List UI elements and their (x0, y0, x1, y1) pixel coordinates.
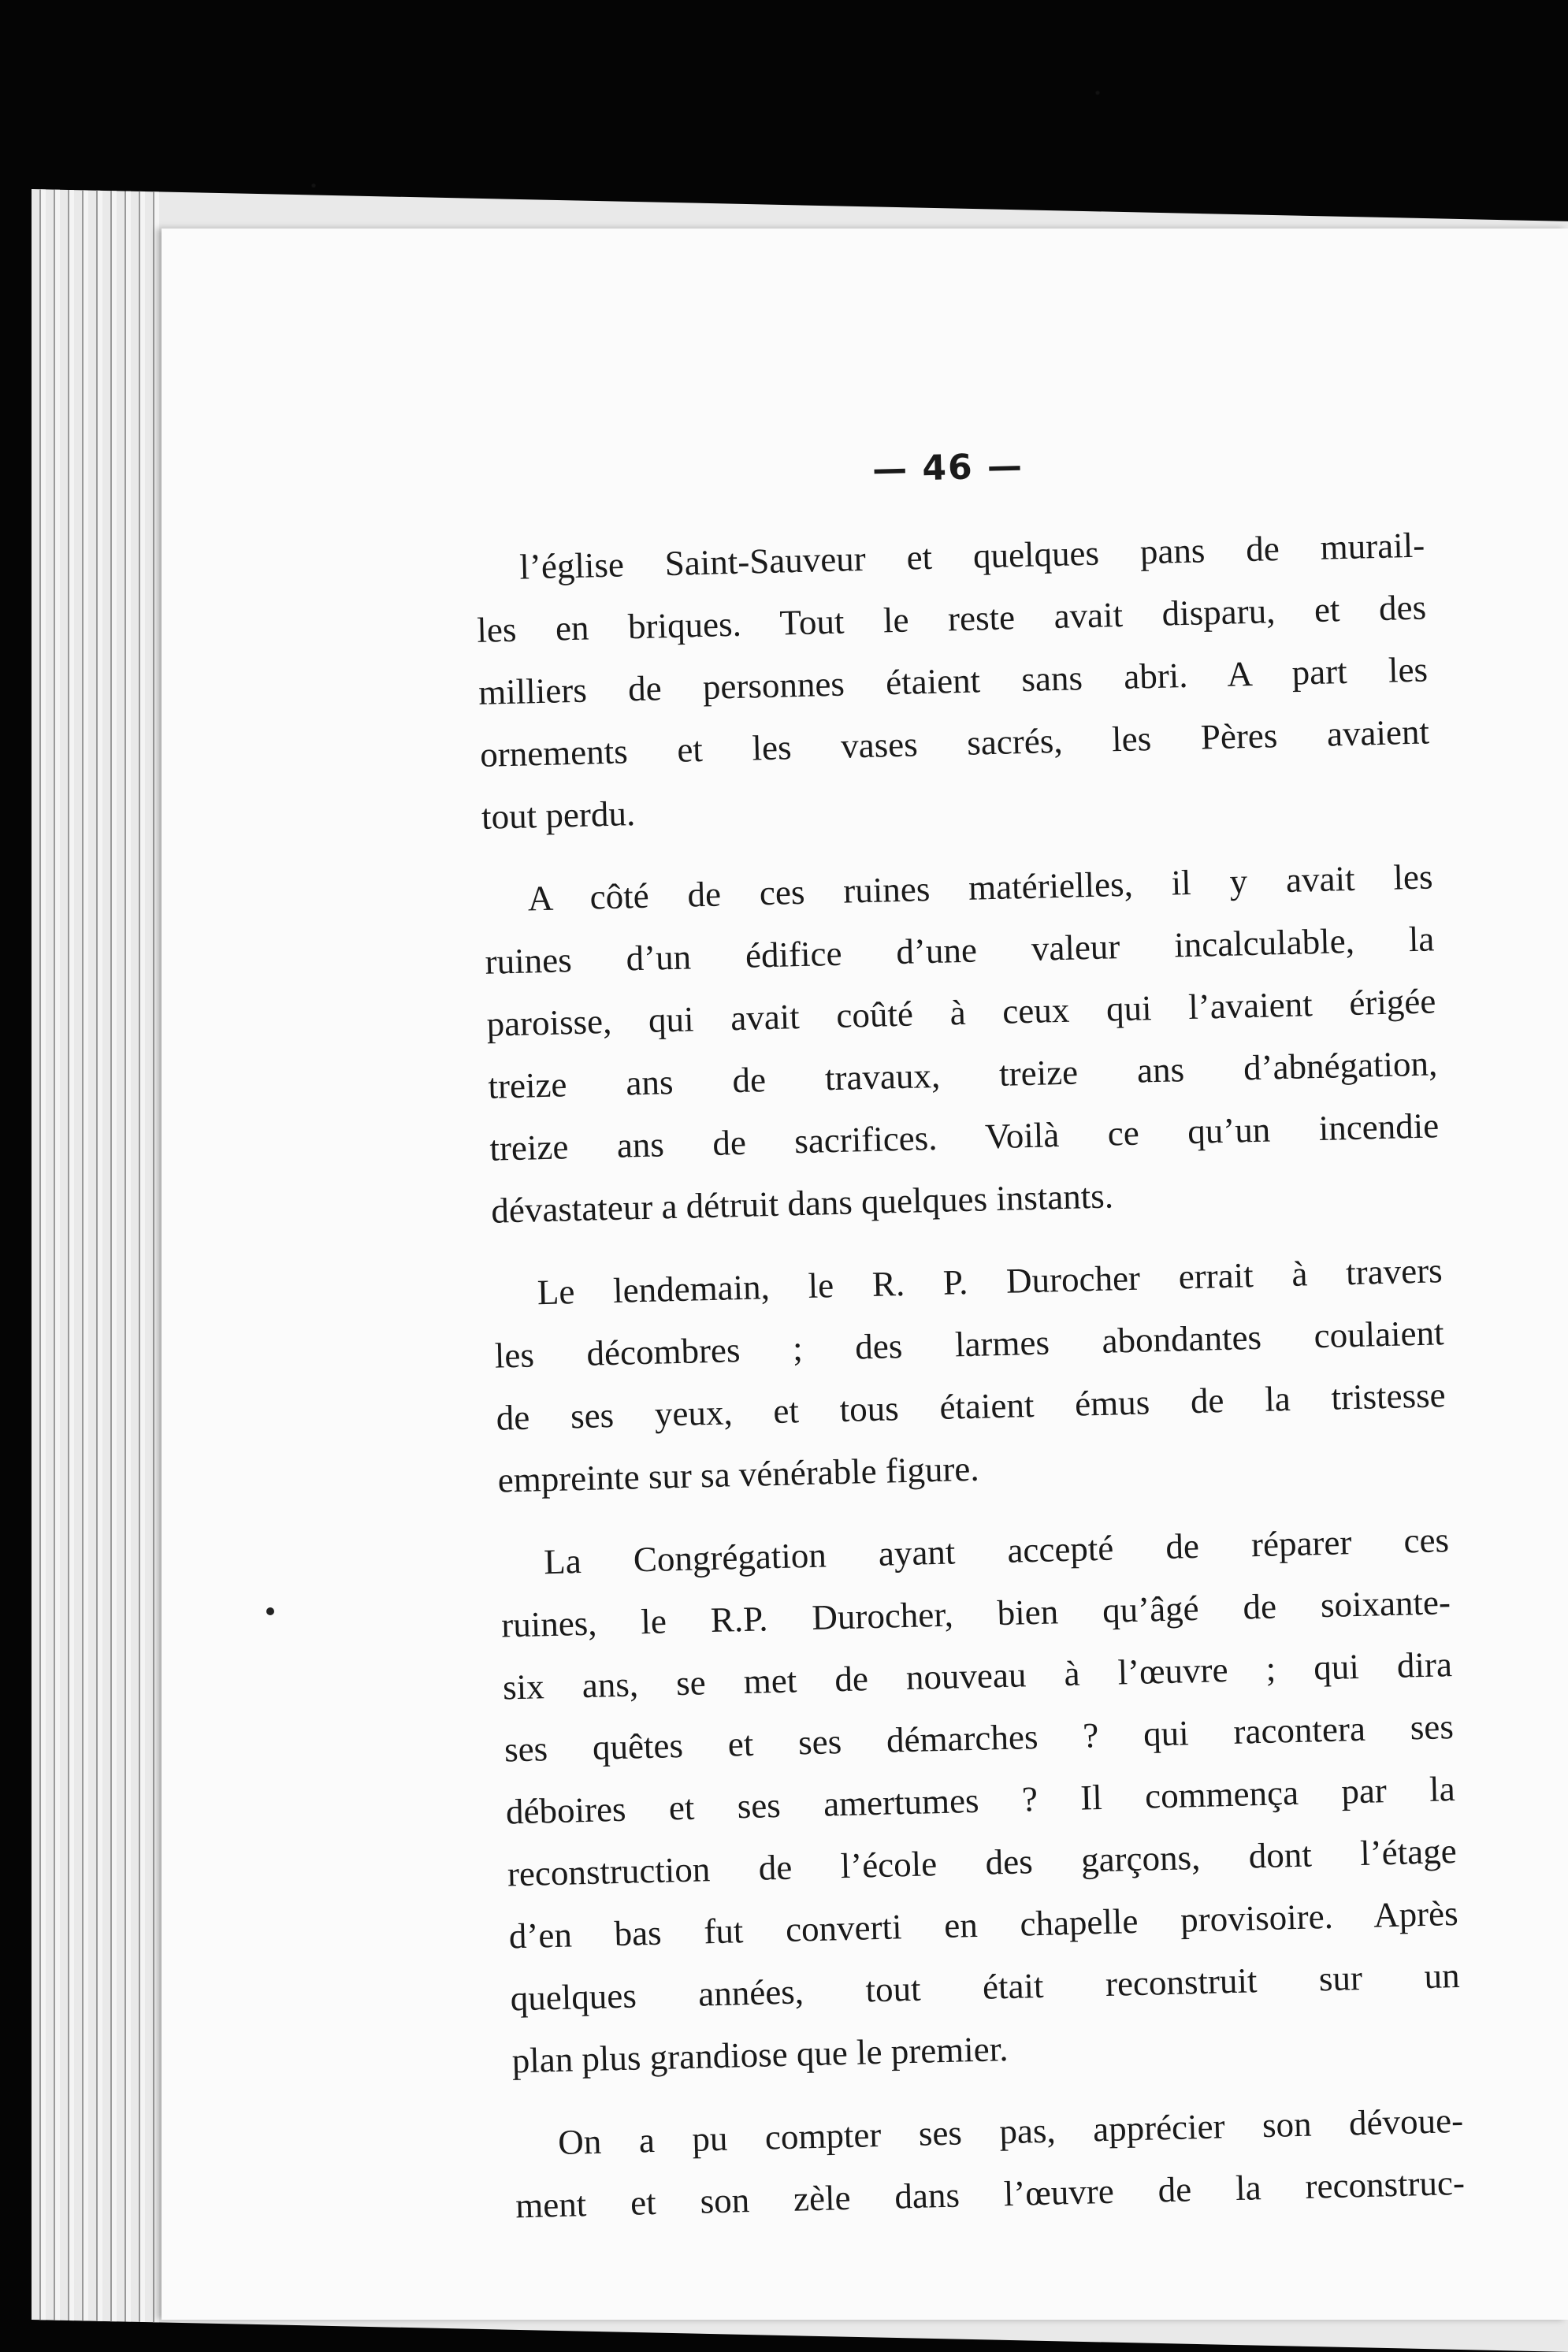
text-line: de ses yeux, et tous étaient émus de la tristesse (496, 1375, 1447, 1438)
page-edge (110, 191, 117, 2321)
text-line: ruines d’un édifice d’une valeur incalculable, la (485, 919, 1435, 982)
text-line: quelques années, tout était reconstruit sur un (510, 1955, 1461, 2019)
text-line: ruines, le R.P. Durocher, bien qu’âgé de soixante- (500, 1582, 1451, 1645)
text-line: empreinte sur sa vénérable figure. (497, 1448, 980, 1500)
page-edge (39, 189, 46, 2320)
text-line: reconstruction de l’école des garçons, dont l’étage (507, 1831, 1458, 1894)
paragraph (513, 2090, 1466, 2237)
text-line: ses quêtes et ses démarches ? qui racontera ses (503, 1707, 1455, 1770)
text-line: six ans, se met de nouveau à l’œuvre ; qui dira (502, 1644, 1453, 1707)
text-line: tout perdu. (481, 793, 636, 837)
page-edge (96, 191, 102, 2321)
paragraph (474, 515, 1431, 849)
text-line: d’en bas fut converti en chapelle provisoire. Après (508, 1893, 1459, 1956)
text-line: les en briques. Tout le reste avait disparu, et des (476, 587, 1427, 650)
page-edge (124, 191, 131, 2321)
page-text (473, 434, 1466, 2258)
page-edge (139, 191, 145, 2322)
text-line: milliers de personnes étaient sans abri. A part les (477, 649, 1429, 712)
page-edge (153, 191, 159, 2322)
text-line: ornements et les vases sacrés, les Pères avaient (479, 712, 1430, 775)
paragraphs (474, 515, 1465, 2238)
page-number: — 46 — (871, 445, 1024, 490)
page-edge (68, 190, 74, 2320)
page-edge (54, 190, 60, 2320)
text-line: A côté de ces ruines matérielles, il y avait les (527, 856, 1433, 919)
text-line: treize ans de sacrifices. Voilà ce qu’un incendie (489, 1105, 1440, 1169)
paragraph (499, 1509, 1462, 2092)
text-line: plan plus grandiose que le premier. (511, 2029, 1009, 2081)
paragraph (492, 1239, 1447, 1511)
text-line: treize ans de travaux, treize ans d’abnégation, (487, 1043, 1438, 1106)
ink-speck (266, 1607, 274, 1615)
text-line: Le lendemain, le R. P. Durocher errait à travers (537, 1250, 1444, 1313)
text-line: dévastateur a détruit dans quelques instants. (490, 1176, 1114, 1231)
paragraph (483, 845, 1441, 1242)
page-edge (82, 190, 88, 2320)
text-line: La Congrégation ayant accepté de réparer ces (543, 1520, 1450, 1582)
text-line: déboires et ses amertumes ? Il commença par la (505, 1769, 1456, 1832)
text-line: paroisse, qui avait coûté à ceux qui l’avaient érigée (485, 981, 1436, 1044)
text-line: l’église Saint-Sauveur et quelques pans de murail- (518, 525, 1425, 587)
text-line: les décombres ; des larmes abondantes coulaient (494, 1313, 1445, 1376)
text-line: On a pu compter ses pas, apprécier son dévoue- (557, 2100, 1464, 2162)
text-line: ment et son zèle dans l’œuvre de la reconstruc- (515, 2162, 1466, 2226)
